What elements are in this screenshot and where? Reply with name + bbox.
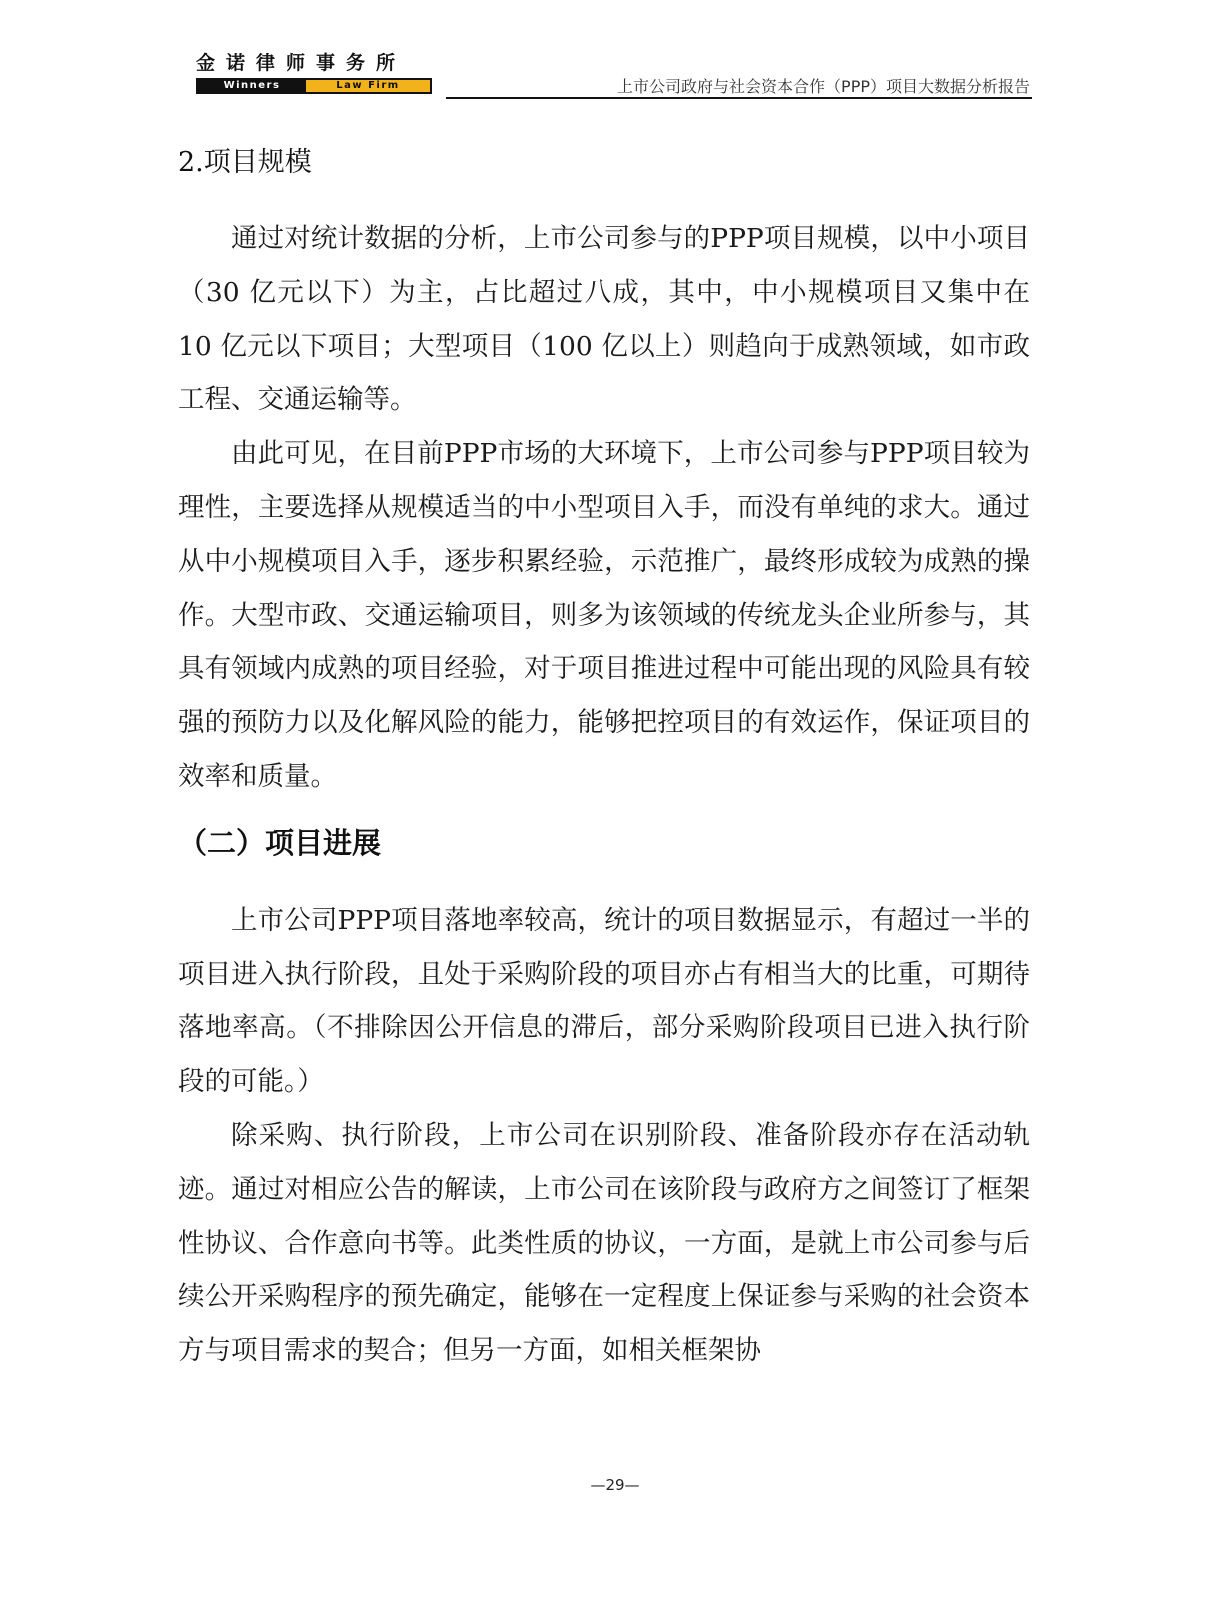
page-content <box>178 140 1030 1378</box>
logo-english-bar <box>196 78 432 94</box>
paragraph: 上市公司PPP项目落地率较高，统计的项目数据显示，有超过一半的项目进入执行阶段，且处于采购阶段的项目亦占有相当大的比重，可期待落地率高。（不排除因公开信息的滞后，部分采购阶段项目已进入执行阶段的可能。） <box>178 904 1030 1098</box>
logo-english-right: Law Firm <box>306 80 430 92</box>
firm-logo <box>196 52 432 94</box>
report-title: 上市公司政府与社会资本合作（PPP）项目大数据分析报告 <box>617 77 1030 96</box>
paragraph: 通过对统计数据的分析，上市公司参与的PPP项目规模，以中小项目（30 亿元以下）为主，占比超过八成，其中，中小规模项目又集中在 10 亿元以下项目；大型项目（100 亿以上）则趋向于成熟领域，如市政工程、交通运输等。 <box>178 223 1030 416</box>
paragraph: 除采购、执行阶段，上市公司在识别阶段、准备阶段亦存在活动轨迹。通过对相应公告的解读，上市公司在该阶段与政府方之间签订了框架性协议、合作意向书等。此类性质的协议，一方面，是就上市公司参与后续公开采购程序的预先确定，能够在一定程度上保证参与采购的社会资本方与项目需求的契合；但另一方面，如相关框架协 <box>178 1119 1030 1367</box>
page-number: —29— <box>590 1476 640 1494</box>
logo-english-left: Winners <box>198 80 306 92</box>
header-divider <box>446 97 1032 99</box>
paragraph: 由此可见，在目前PPP市场的大环境下，上市公司参与PPP项目较为理性，主要选择从规模适当的中小型项目入手，而没有单纯的求大。通过从中小规模项目入手，逐步积累经验，示范推广，最终形成较为成熟的操作。大型市政、交通运输项目，则多为该领域的传统龙头企业所参与，其具有领域内成熟的项目经验，对于项目推进过程中可能出现的风险具有较强的预防力以及化解风险的能力，能够把控项目的有效运作，保证项目的效率和质量。 <box>178 438 1030 792</box>
logo-chinese-name: 金诺律师事务所 <box>196 52 407 74</box>
section-heading-project-scale: 2.项目规模 <box>178 147 312 178</box>
section-heading-project-progress: （二）项目进展 <box>178 825 382 860</box>
